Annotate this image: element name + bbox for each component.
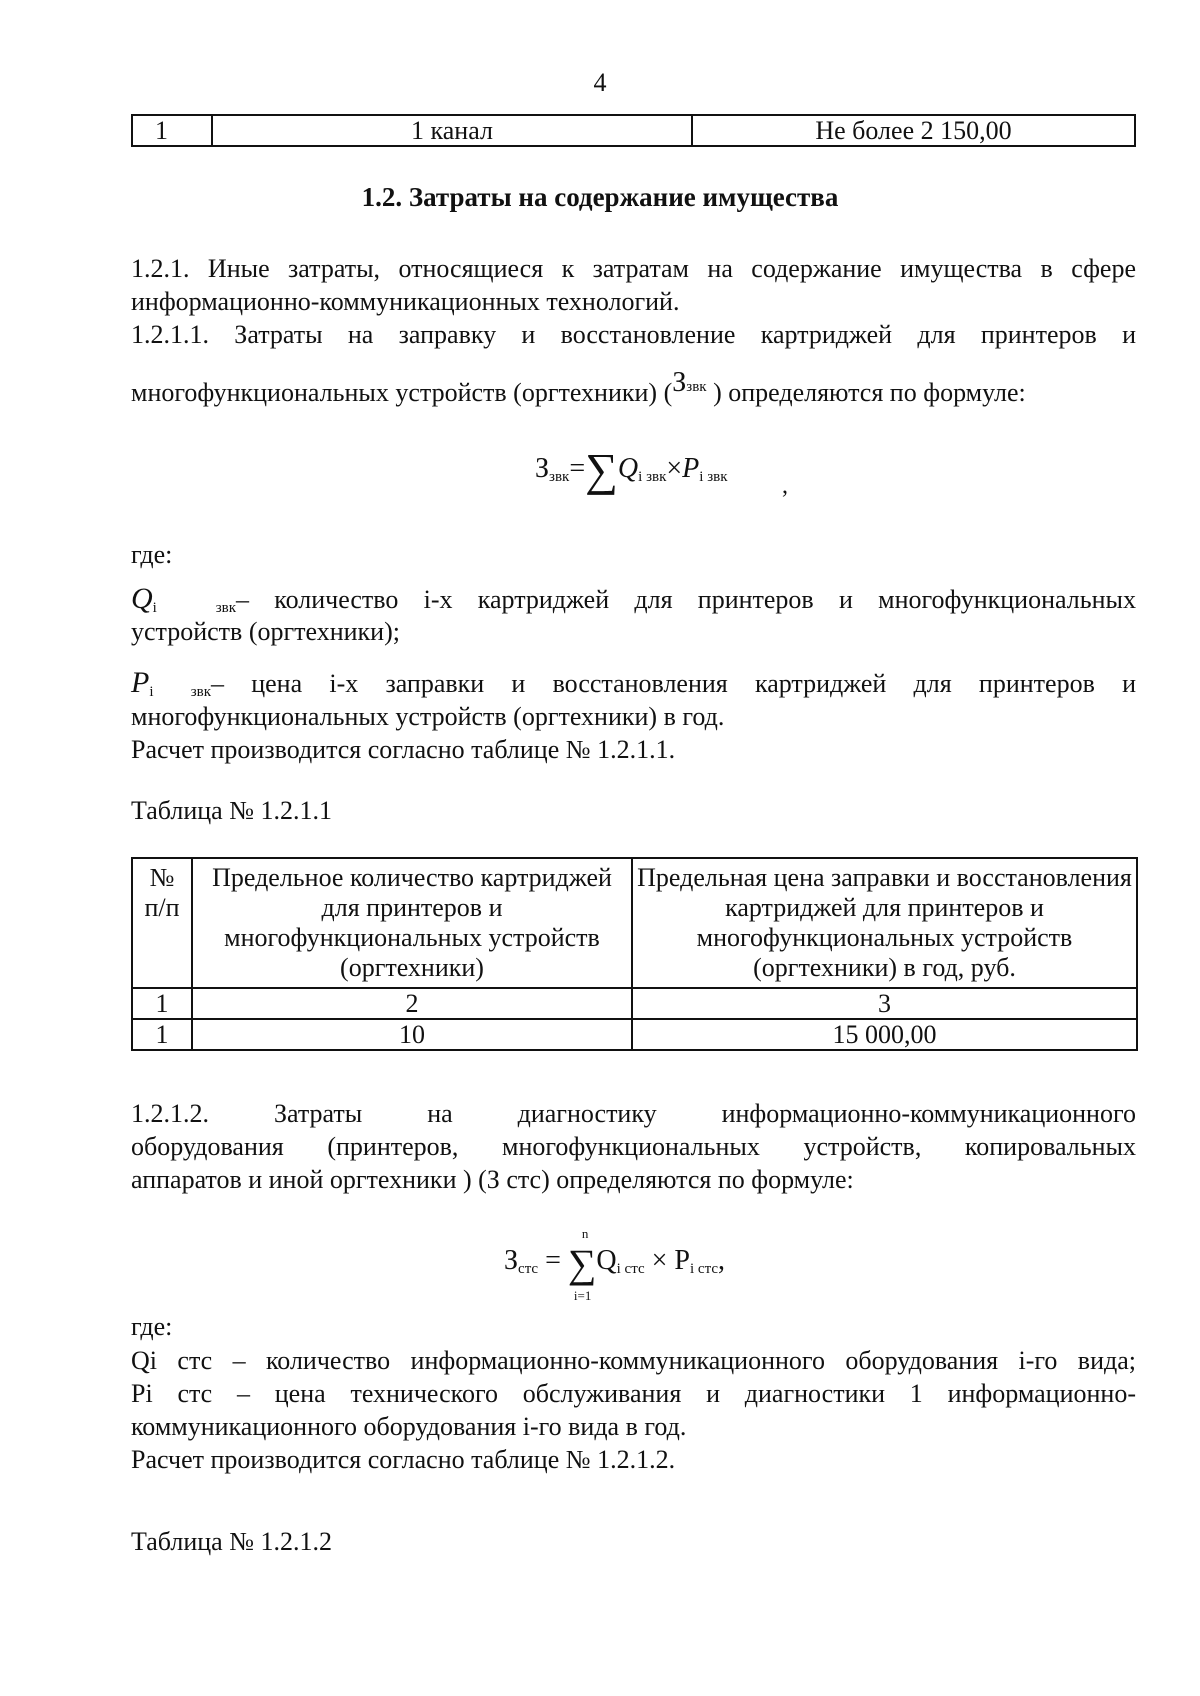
where-label: где: bbox=[131, 540, 173, 569]
table-1-2-1-1 bbox=[131, 857, 1138, 1051]
formula-lhs: З bbox=[504, 1245, 519, 1276]
table-cell: 15 000,00 bbox=[632, 1019, 1137, 1050]
formula-lhs-sub: звк bbox=[549, 469, 570, 485]
formula-eq: = bbox=[569, 453, 586, 484]
calculation-note-2: Расчет производится согласно таблице № 1.2.1.2. bbox=[131, 1445, 676, 1474]
page-number: 4 bbox=[593, 68, 607, 97]
definition2-p-line1: Pi стс – цена технического обслуживания и диагностики 1 информационно- bbox=[131, 1379, 1136, 1408]
sum-symbol: ∑ bbox=[585, 444, 618, 495]
formula-q: Q bbox=[617, 453, 639, 484]
table-row bbox=[132, 115, 1135, 146]
formula-diagnostics bbox=[504, 1226, 725, 1303]
sum-lower-limit: i=1 bbox=[573, 1288, 592, 1303]
section-heading: 1.2. Затраты на содержание имущества bbox=[361, 182, 839, 212]
symbol-p-sub: i звк bbox=[149, 684, 211, 700]
text-fragment: ) определяются по формуле: bbox=[706, 378, 1026, 407]
table-cell: 1 канал bbox=[212, 115, 692, 146]
table-cell: 1 bbox=[132, 115, 212, 146]
where-label-2: где: bbox=[131, 1312, 173, 1341]
table-label-1: Таблица № 1.2.1.1 bbox=[131, 796, 333, 825]
definition-p-line2: многофункциональных устройств (оргтехники) в год. bbox=[131, 702, 725, 731]
table-cell: Не более 2 150,00 bbox=[692, 115, 1135, 146]
column-header: № п/п bbox=[132, 858, 192, 988]
paragraph-1-2-1-2-line1: 1.2.1.2. Затраты на диагностику информационно-коммуникационного bbox=[131, 1099, 1136, 1128]
formula-cartridges bbox=[535, 443, 728, 496]
symbol-p: P bbox=[131, 666, 150, 699]
formula-q-sub: i стс bbox=[616, 1261, 645, 1277]
table-row bbox=[132, 1019, 1137, 1050]
formula-symbol: З bbox=[672, 367, 687, 398]
formula-q: Q bbox=[596, 1245, 617, 1276]
symbol-q-sub: i звк bbox=[152, 600, 236, 616]
symbol-q: Q bbox=[131, 582, 153, 615]
column-header: Предельное количество картриджей для принтеров и многофункциональных устройств (оргтехники) bbox=[192, 858, 632, 988]
formula-p: P bbox=[682, 453, 700, 484]
paragraph-1-2-1-2-line2: оборудования (принтеров, многофункциональных устройств, копировальных bbox=[131, 1132, 1136, 1161]
table-cell: 3 bbox=[632, 988, 1137, 1019]
table-header-row bbox=[132, 858, 1137, 988]
sum-upper-limit: n bbox=[581, 1226, 589, 1241]
paragraph-1-2-1-line1: 1.2.1. Иные затраты, относящиеся к затратам на содержание имущества в сфере bbox=[131, 254, 1136, 283]
formula-p-sub: i звк bbox=[699, 469, 728, 485]
formula-eq: = bbox=[545, 1245, 561, 1276]
formula-lhs-sub: стс bbox=[518, 1261, 539, 1277]
formula-times: × bbox=[651, 1245, 668, 1276]
formula-subscript: звк bbox=[686, 379, 707, 395]
definition2-p-line2: коммуникационного оборудования i-го вида в год. bbox=[131, 1412, 687, 1441]
definition2-q: Qi стс – количество информационно-коммуникационного оборудования i-го вида; bbox=[131, 1346, 1136, 1375]
formula-q-sub: i звк bbox=[638, 469, 667, 485]
formula-p-sub: i стс bbox=[690, 1261, 718, 1277]
formula-times: × bbox=[666, 453, 683, 484]
sum-symbol: ∑ bbox=[567, 1241, 597, 1286]
table-label-2: Таблица № 1.2.1.2 bbox=[131, 1527, 333, 1556]
formula-comma: , bbox=[782, 473, 788, 499]
paragraph-1-2-1-line2: информационно-коммуникационных технологий. bbox=[131, 287, 680, 316]
column-header: Предельная цена заправки и восстановления картриджей для принтеров и многофункциональных устройств (оргтехники) в год, руб. bbox=[632, 858, 1137, 988]
table-cell: 1 bbox=[132, 988, 192, 1019]
text-fragment: многофункциональных устройств (оргтехники) ( bbox=[131, 378, 673, 407]
sum-group bbox=[567, 1226, 597, 1303]
definition-text: – количество i-х картриджей для принтеров и многофункциональных bbox=[236, 585, 1136, 614]
formula-lhs: З bbox=[535, 453, 550, 484]
formula-comma: , bbox=[717, 1245, 725, 1276]
paragraph-1-2-1-2-line3: аппаратов и иной оргтехники ) (З стс) определяются по формуле: bbox=[131, 1165, 854, 1194]
table-cell: 10 bbox=[192, 1019, 632, 1050]
paragraph-1-2-1-1-line1: 1.2.1.1. Затраты на заправку и восстановление картриджей для принтеров и bbox=[131, 320, 1136, 349]
paragraph-1-2-1-1-line2 bbox=[131, 366, 1136, 409]
table-cell: 1 bbox=[132, 1019, 192, 1050]
definition-q-line2: устройств (оргтехники); bbox=[131, 617, 400, 646]
table-row bbox=[132, 988, 1137, 1019]
calculation-note-1: Расчет производится согласно таблице № 1.2.1.1. bbox=[131, 735, 676, 764]
continued-table bbox=[131, 114, 1136, 147]
formula-p: P bbox=[674, 1245, 690, 1276]
table-cell: 2 bbox=[192, 988, 632, 1019]
definition-text: – цена i-х заправки и восстановления картриджей для принтеров и bbox=[211, 669, 1136, 698]
